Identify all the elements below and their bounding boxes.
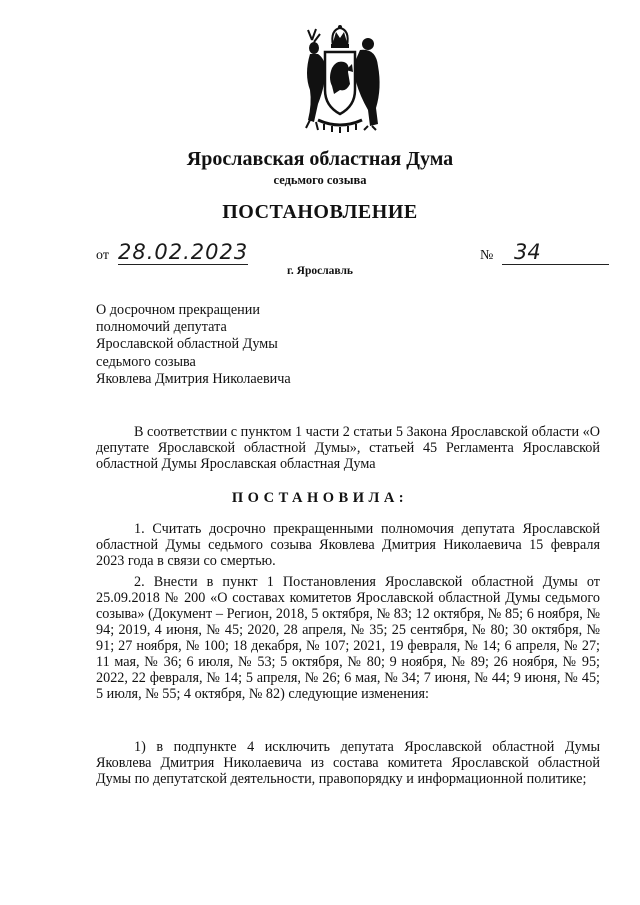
item-2-paragraph: 2. Внести в пункт 1 Постановления Ярославской областной Думы от 25.09.2018 № 200 «О составах комитетов Ярославской областной Думы седьмого созыва» (Документ – Регион, 2018, 5 октября, № 83; 12 октября, № 85; 6 ноября, № 94; 2019, 4 июня, № 45; 2020, 28 апреля, № 35; 25 сентября, № 80; 30 октября, № 91; 27 ноября, № 100; 18 декабря, № 107; 2021, 19 февраля, № 14; 6 апреля, № 27; 11 мая, № 36; 6 июля, № 53; 5 октября, № 80; 9 ноября, № 89; 26 ноября, № 95; 2022, 22 февраля, № 14; 5 апреля, № 26; 6 мая, № 34; 7 июня, № 44; 9 июня, № 45; 5 июля, № 55; 4 октября, № 82) следующие изменения: — [96, 574, 600, 702]
handwritten-date: 28.02.2023 — [118, 240, 249, 264]
item-2-1-paragraph: 1) в подпункте 4 исключить депутата Ярославской областной Думы Яковлева Дмитрия Николаевича из состава комитета Ярославской областной Думы по депутатской деятельности, правопорядку и информационной политике; — [96, 739, 600, 787]
item-1-paragraph: 1. Считать досрочно прекращенными полномочия депутата Ярославской областной Думы седьмого созыва Яковлева Дмитрия Николаевича 15 февраля 2023 года в связи со смертью. — [96, 521, 600, 569]
resolved-heading: ПОСТАНОВИЛА: — [231, 490, 409, 506]
preamble-paragraph: В соответствии с пунктом 1 части 2 статьи 5 Закона Ярославской области «О депутате Ярославской областной Думы», статьей 45 Регламента Ярославской областной Думы Ярославская областная Дума — [96, 424, 600, 472]
subject-line: Ярославской областной Думы — [96, 336, 278, 353]
subject-line: полномочий депутата — [96, 319, 227, 336]
document-title: ПОСТАНОВЛЕНИЕ — [222, 201, 418, 223]
subject-line: седьмого созыва — [96, 353, 196, 370]
date-prefix: от — [96, 248, 109, 263]
convocation-label: седьмого созыва — [273, 173, 367, 187]
handwritten-number: 34 — [502, 240, 609, 265]
subject-line: О досрочном прекращении — [96, 302, 260, 318]
subject-block — [96, 302, 291, 388]
subject-line: Яковлева Дмитрия Николаевича — [96, 370, 291, 387]
coat-of-arms-emblem — [290, 24, 390, 134]
organization-name: Ярославская областная Дума — [186, 148, 454, 170]
city-label: г. Ярославль — [286, 265, 354, 277]
number-prefix: № — [480, 248, 494, 263]
